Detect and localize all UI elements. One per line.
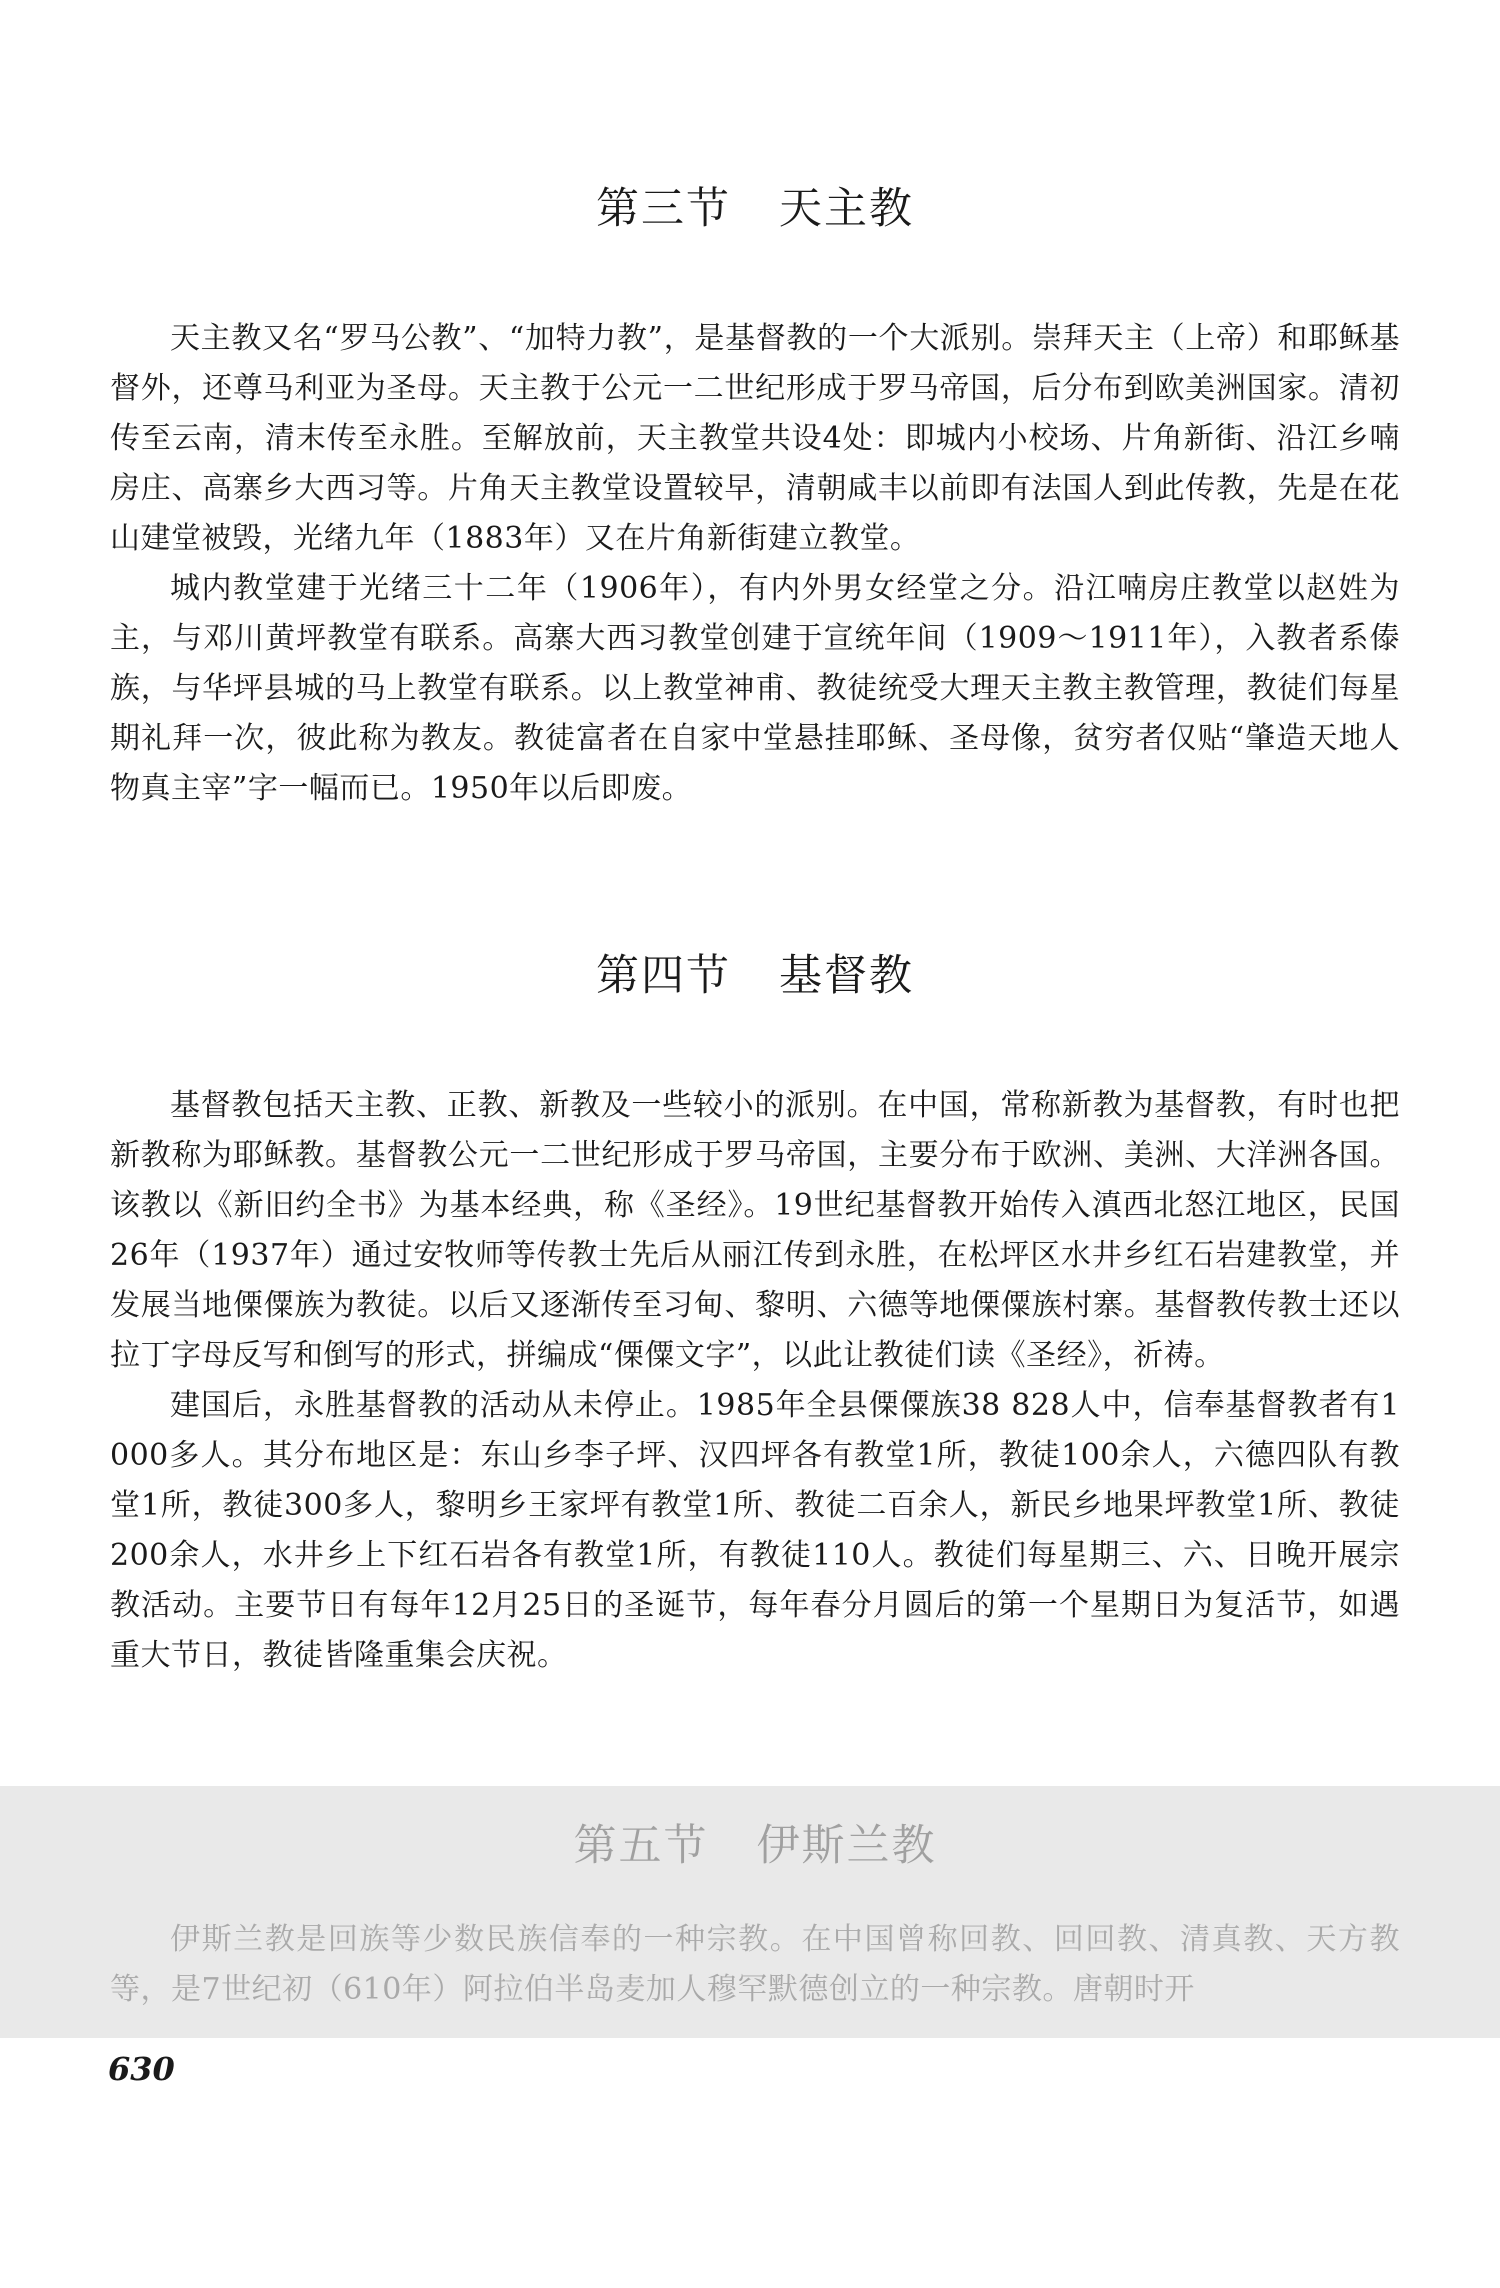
section-islam	[110, 1812, 1400, 2015]
section-christianity	[110, 942, 1400, 1681]
section-title: 第四节 基督教	[596, 951, 914, 1001]
section-title: 第五节 伊斯兰教	[573, 1821, 937, 1871]
paragraph: 建国后，永胜基督教的活动从未停止。1985年全县傈僳族38 828人中，信奉基督教者有1 000多人。其分布地区是：东山乡李子坪、汉四坪各有教堂1所，教徒100余人，六德四队有教堂1所，教徒300多人，黎明乡王家坪有教堂1所、教徒二百余人，新民乡地果坪教堂1所、教徒200余人，水井乡上下红石岩各有教堂1所，有教徒110人。教徒们每星期三、六、日晚开展宗教活动。主要节日有每年12月25日的圣诞节，每年春分月圆后的第一个星期日为复活节，如遇重大节日，教徒皆隆重集会庆祝。	[110, 1388, 1400, 1673]
page-number: 630	[108, 2050, 175, 2088]
paragraph: 城内教堂建于光绪三十二年（1906年），有内外男女经堂之分。沿江喃房庄教堂以赵姓为主，与邓川黄坪教堂有联系。高寨大西习教堂创建于宣统年间（1909～1911年），入教者系傣族，与华坪县城的马上教堂有联系。以上教堂神甫、教徒统受大理天主教主教管理，教徒们每星期礼拜一次，彼此称为教友。教徒富者在自家中堂悬挂耶稣、圣母像，贫穷者仅贴“肇造天地人物真主宰”字一幅而已。1950年以后即废。	[110, 571, 1400, 806]
paragraph: 伊斯兰教是回族等少数民族信奉的一种宗教。在中国曾称回教、回回教、清真教、天方教等，是7世纪初（610年）阿拉伯半岛麦加人穆罕默德创立的一种宗教。唐朝时开	[110, 1922, 1400, 2007]
paragraph: 天主教又名“罗马公教”、“加特力教”，是基督教的一个大派别。崇拜天主（上帝）和耶稣基督外，还尊马利亚为圣母。天主教于公元一二世纪形成于罗马帝国，后分布到欧美洲国家。清初传至云南，清末传至永胜。至解放前，天主教堂共设4处：即城内小校场、片角新街、沿江乡喃房庄、高寨乡大西习等。片角天主教堂设置较早，清朝咸丰以前即有法国人到此传教，先是在花山建堂被毁，光绪九年（1883年）又在片角新街建立教堂。	[110, 321, 1400, 556]
section-title: 第三节 天主教	[596, 184, 914, 234]
section-catholicism	[110, 175, 1400, 814]
paragraph: 基督教包括天主教、正教、新教及一些较小的派别。在中国，常称新教为基督教，有时也把新教称为耶稣教。基督教公元一二世纪形成于罗马帝国，主要分布于欧洲、美洲、大洋洲各国。该教以《新旧约全书》为基本经典，称《圣经》。19世纪基督教开始传入滇西北怒江地区，民国26年（1937年）通过安牧师等传教士先后从丽江传到永胜，在松坪区水井乡红石岩建教堂，并发展当地傈僳族为教徒。以后又逐渐传至习甸、黎明、六德等地傈僳族村寨。基督教传教士还以拉丁字母反写和倒写的形式，拼编成“傈僳文字”，以此让教徒们读《圣经》，祈祷。	[110, 1088, 1400, 1373]
